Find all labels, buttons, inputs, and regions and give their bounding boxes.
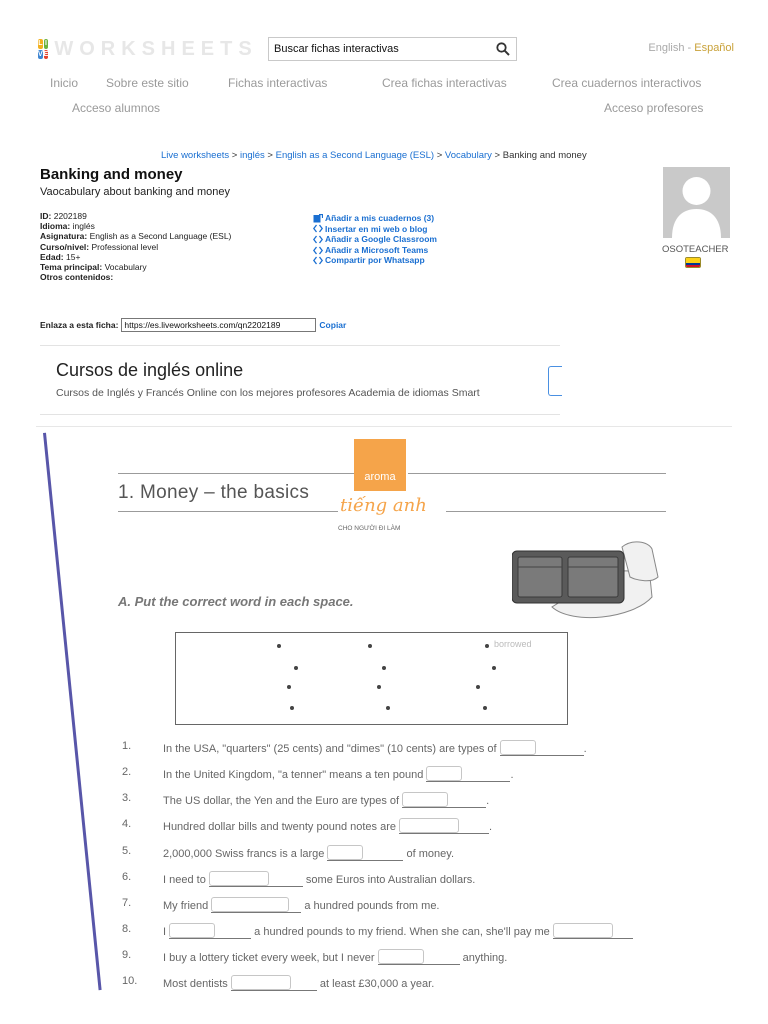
- action-embed[interactable]: Insertar en mi web o blog: [312, 224, 437, 235]
- nav-crea-fichas[interactable]: Crea fichas interactivas: [382, 76, 507, 90]
- action-whatsapp[interactable]: Compartir por Whatsapp: [312, 255, 437, 266]
- copy-link-button[interactable]: Copiar: [319, 320, 347, 330]
- breadcrumb-live-worksheets[interactable]: Live worksheets: [161, 150, 230, 161]
- answer-field[interactable]: [209, 871, 269, 886]
- page-title: Banking and money: [40, 166, 183, 183]
- nav-fichas[interactable]: Fichas interactivas: [228, 76, 328, 90]
- breadcrumb: [161, 150, 587, 161]
- ad-banner[interactable]: [40, 345, 560, 415]
- word-bank-bullet: [290, 706, 294, 710]
- answer-field[interactable]: [426, 766, 462, 781]
- author-avatar[interactable]: [663, 167, 730, 238]
- word-bank-bullet: [294, 666, 298, 670]
- worksheet-canvas: 1. Money – the basics aroma tiếng anh CHO NGƯỜI ĐI LÀM A. Put the correct word in each space. borrowed 1. In the USA, "quarters" (25 cents) and "dimes" (10 cents) are types of . 2. In the United Kingdom, "a tenner" means a ten pound . 3. The US dollar, the Yen and the Euro are types of . 4. Hundred dollar bills and twenty pound notes are . 5. 2,000,000 Swiss francs is a large of money. 6. I need to some Euros into Australian dollars. 7. My friend a hundred pounds from me. 8. I a hundred pounds to my friend. When she can, she'll pay me 9. I buy a lottery ticket every week, but I never anything. 10. Most dentists at least £30,000 a year.: [36, 427, 732, 1024]
- word-bank-bullet: [277, 644, 281, 648]
- meta-row: Idioma: inglés: [40, 221, 95, 232]
- meta-row: Tema principal: Vocabulary: [40, 262, 147, 273]
- breadcrumb-vocabulary[interactable]: Vocabulary: [444, 150, 492, 161]
- exercise-instruction: A. Put the correct word in each space.: [118, 594, 354, 609]
- answer-field[interactable]: [211, 897, 289, 912]
- word-bank-word: borrowed: [494, 639, 532, 649]
- share-link-input[interactable]: [121, 318, 316, 332]
- word-bank-bullet: [492, 666, 496, 670]
- add-notebook-icon: [312, 214, 323, 223]
- nav-inicio[interactable]: Inicio: [50, 76, 79, 90]
- breadcrumb-sep: >: [434, 150, 445, 161]
- breadcrumb-esl[interactable]: English as a Second Language (ESL): [275, 150, 435, 161]
- action-google-classroom[interactable]: Añadir a Google Classroom: [312, 234, 437, 245]
- answer-field[interactable]: [399, 818, 459, 833]
- answer-field[interactable]: [553, 923, 613, 938]
- action-add-notebook[interactable]: Añadir a mis cuadernos (3): [312, 213, 437, 224]
- aroma-logo-subtitle: tiếng anh: [340, 495, 427, 516]
- search-input[interactable]: Buscar fichas interactivas: [274, 43, 399, 55]
- nav-acceso-profesores[interactable]: Acceso profesores: [604, 101, 704, 115]
- answer-field[interactable]: [378, 949, 424, 964]
- meta-row: Asignatura: English as a Second Language (ESL): [40, 231, 232, 242]
- meta-row: Otros contenidos:: [40, 272, 114, 283]
- embed-code-icon: [312, 256, 323, 265]
- ad-title[interactable]: Cursos de inglés online: [56, 360, 244, 380]
- site-logo[interactable]: [38, 37, 258, 60]
- wallet-illustration: [512, 537, 662, 623]
- section-rule: [118, 473, 354, 474]
- word-bank-bullet: [287, 685, 291, 689]
- section-title: 1. Money – the basics: [118, 482, 310, 503]
- word-bank-bullet: [368, 644, 372, 648]
- language-switcher: [648, 42, 734, 54]
- aroma-logo-tagline: CHO NGƯỜI ĐI LÀM: [338, 525, 401, 532]
- embed-code-icon: [312, 246, 323, 255]
- embed-code-icon: [312, 235, 323, 244]
- author-name[interactable]: OSOTEACHER: [662, 244, 729, 255]
- action-microsoft-teams[interactable]: Añadir a Microsoft Teams: [312, 245, 437, 256]
- section-rule: [408, 473, 666, 474]
- meta-row: ID: 2202189: [40, 211, 87, 221]
- colombia-flag-icon: [685, 257, 701, 268]
- breadcrumb-sep: >: [491, 150, 503, 161]
- section-rule: [118, 511, 338, 512]
- aroma-logo: aroma: [354, 439, 406, 491]
- lang-spanish-link[interactable]: Español: [694, 42, 734, 54]
- answer-field[interactable]: [169, 923, 215, 938]
- word-bank: [175, 632, 568, 725]
- lang-separator: -: [684, 42, 695, 54]
- answer-field[interactable]: [327, 845, 363, 860]
- search-bar[interactable]: [268, 37, 517, 61]
- answer-field[interactable]: [402, 792, 448, 807]
- nav-crea-cuadernos[interactable]: Crea cuadernos interactivos: [552, 76, 702, 90]
- word-bank-bullet: [382, 666, 386, 670]
- word-bank-bullet: [377, 685, 381, 689]
- breadcrumb-current: Banking and money: [502, 150, 587, 161]
- breadcrumb-sep: >: [264, 150, 276, 161]
- lang-english-link[interactable]: English: [648, 42, 685, 54]
- answer-field[interactable]: [231, 975, 291, 990]
- embed-code-icon: [312, 224, 323, 233]
- logo-badge-icon: L I V E: [38, 40, 49, 58]
- share-link-row: [40, 318, 346, 332]
- ad-open-button[interactable]: [548, 366, 562, 396]
- word-bank-bullet: [386, 706, 390, 710]
- page-description: Vaocabulary about banking and money: [40, 186, 230, 198]
- sheet-left-border: [43, 433, 102, 991]
- logo-wordmark: WORKSHEETS: [54, 37, 258, 60]
- share-link-label: Enlaza a esta ficha:: [40, 320, 119, 330]
- breadcrumb-ingles[interactable]: inglés: [239, 150, 265, 161]
- search-icon[interactable]: [490, 38, 516, 60]
- word-bank-bullet: [485, 644, 489, 648]
- nav-acceso-alumnos[interactable]: Acceso alumnos: [72, 101, 161, 115]
- worksheet-meta: [40, 211, 231, 282]
- section-rule: [446, 511, 666, 512]
- word-bank-bullet: [476, 685, 480, 689]
- worksheet-actions: [312, 213, 437, 266]
- breadcrumb-sep: >: [229, 150, 240, 161]
- meta-row: Edad: 15+: [40, 251, 81, 262]
- nav-sobre[interactable]: Sobre este sitio: [106, 76, 189, 90]
- answer-field[interactable]: [500, 740, 536, 755]
- user-silhouette-icon: [663, 167, 730, 238]
- word-bank-bullet: [483, 706, 487, 710]
- meta-row: Curso/nivel: Professional level: [40, 241, 159, 252]
- ad-description: Cursos de Inglés y Francés Online con los mejores profesores Academia de idiomas Smart: [56, 387, 480, 399]
